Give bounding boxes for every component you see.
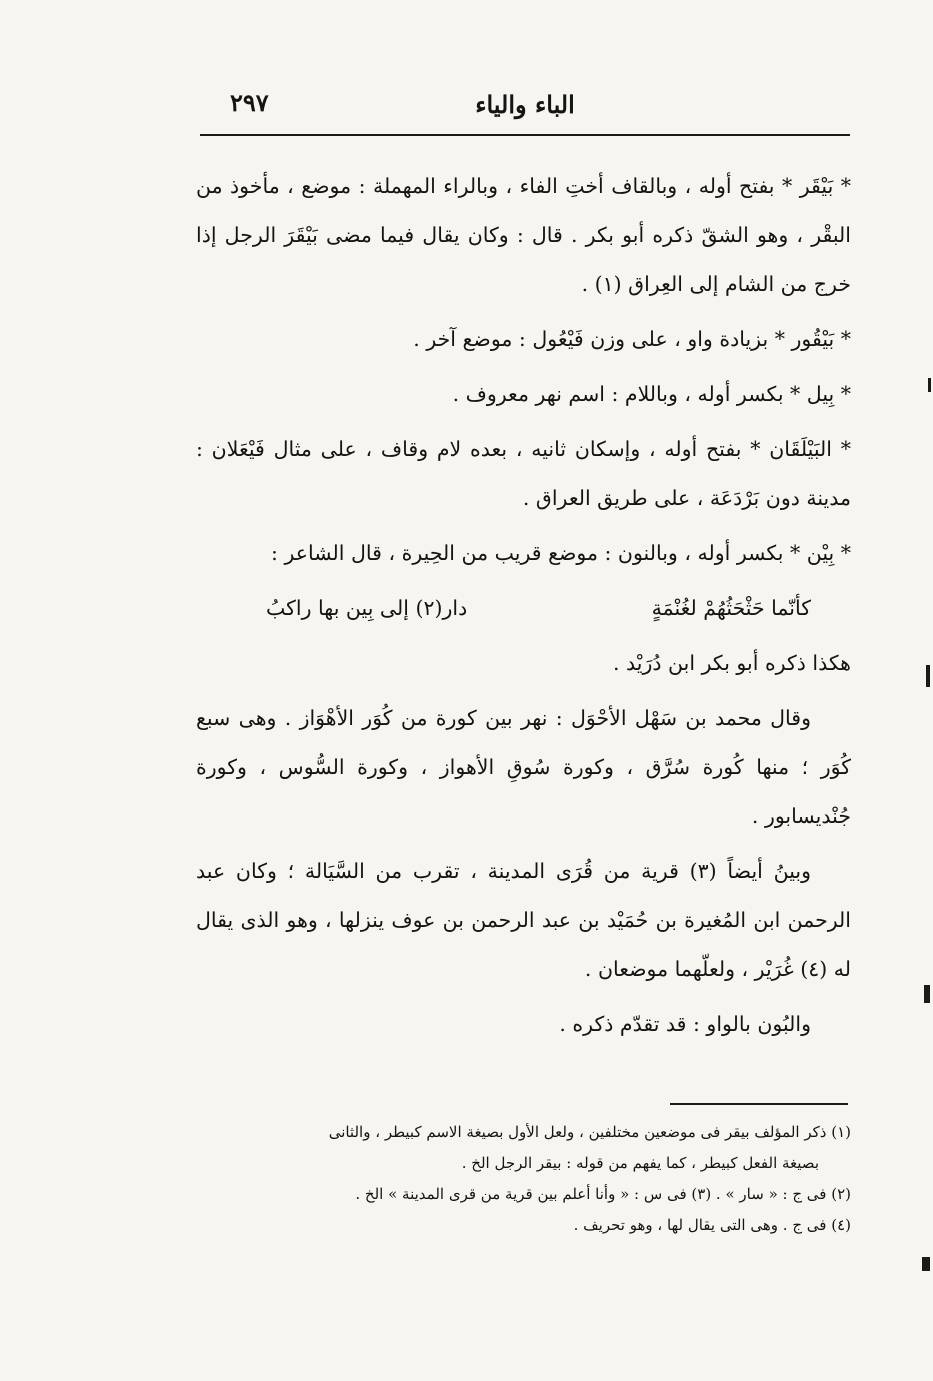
main-text — [196, 162, 851, 1055]
page-header — [200, 88, 850, 128]
paragraph-sahl: وقال محمد بن سَهْل الأحْوَل : نهر بين كورة من كُوَر الأهْوَاز . وهى سبع كُوَر ؛ منها كُورة سُرَّق ، وكورة سُوقِ الأهواز ، وكورة السُّوس ، وكورة جُنْديسابور . — [196, 706, 851, 828]
poem-verse — [196, 584, 851, 633]
scan-edge-mark — [924, 985, 930, 1003]
footnote-4: (٤) فى ج . وهى التى يقال لها ، وهو تحريف . — [573, 1216, 851, 1234]
entry-bayqur: * بَيْقُور * بزيادة واو ، على وزن فَيْعُول : موضع آخر . — [413, 327, 851, 351]
entry-baylaqan: * البَيْلَقَان * بفتح أوله ، وإسكان ثانيه ، بعده لام وقاف ، على مثال فَيْعَلان : مدينة دون بَرْدَعَة ، على طريق العراق . — [196, 437, 851, 510]
footnote-1-continued: بصيغة الفعل كبيطر ، كما يفهم من قوله : بيقر الرجل الخ . — [461, 1154, 819, 1172]
entry-bil: * بِيل * بكسر أوله ، وباللام : اسم نهر معروف . — [452, 382, 851, 406]
paragraph-attribution: هكذا ذكره أبو بكر ابن دُرَيْد . — [613, 651, 851, 675]
entry-bin: * بِيْن * بكسر أوله ، وبالنون : موضع قريب من الحِيرة ، قال الشاعر : — [271, 541, 851, 565]
footnote-2-3: (٢) فى ج : « سار » . (٣) فى س : « وأنا أعلم بين قرية من قرى المدينة » الخ . — [355, 1185, 851, 1203]
paragraph-bin-village: وبينُ أيضاً (٣) قرية من قُرَى المدينة ، تقرب من السَّيَالة ؛ وكان عبد الرحمن ابن المُغيرة بن حُمَيْد بن عبد الرحمن بن عوف ينزلها ، وهو الذى يقال له (٤) غُرَيْر ، ولعلّهما موضعان . — [196, 859, 851, 981]
verse-first-hemistich: كأنّما حَثْحَثُهُمْ لغُنْمَةٍ — [651, 596, 811, 620]
scan-edge-mark — [928, 378, 931, 392]
paragraph-bun: والبُون بالواو : قد تقدّم ذكره . — [559, 1012, 811, 1036]
footnotes — [196, 1117, 851, 1241]
footnote-rule — [670, 1103, 848, 1105]
header-rule — [200, 134, 850, 136]
entry-bayqar: * بَيْقَر * بفتح أوله ، وبالقاف أختِ الفاء ، وبالراء المهملة : موضع ، مأخوذ من البقْر ، وهو الشقّ ذكره أبو بكر . قال : وكان يقال فيما مضى بَيْقَرَ الرجل إذا خرج من الشام إلى العِراق (١) . — [196, 174, 851, 296]
running-title: الباء والياء — [475, 90, 575, 119]
scan-edge-mark — [926, 665, 930, 687]
scan-edge-mark — [922, 1257, 930, 1271]
footnote-1: (١) ذكر المؤلف بيقر فى موضعين مختلفين ، ولعل الأول بصيغة الاسم كبيطر ، والثانى — [328, 1123, 851, 1141]
verse-second-hemistich: دار(٢) إلى بِين بها راكبُ — [266, 596, 468, 620]
page-number: ٢٩٧ — [230, 88, 269, 117]
